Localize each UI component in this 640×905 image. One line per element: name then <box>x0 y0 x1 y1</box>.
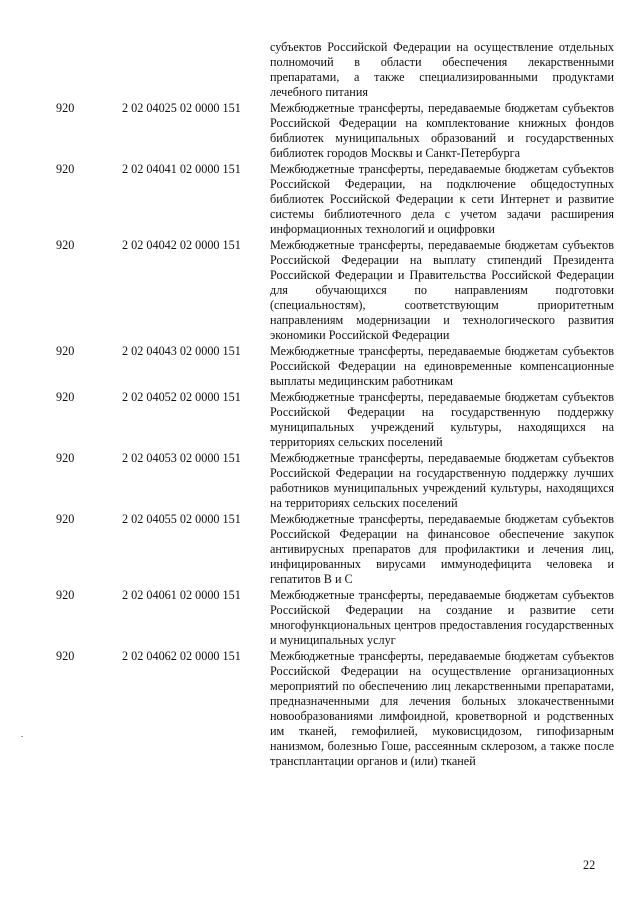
table-row <box>0 649 640 769</box>
row-name: Межбюджетные трансферты, передаваемые бюджетам субъектов Российской Федерации на осуществление организационных мероприятий по обеспечению лиц лекарственными препаратами, предназначенными для лечения больных злокачественными новообразованиями лимфоидной, кроветворной и родственных им тканей, гемофилией, муковисцидозом, гипофизарным нанизмом, болезнью Гоше, рассеянным склерозом, а также после трансплантации органов и (или) тканей <box>270 649 614 768</box>
table-row <box>0 344 640 389</box>
row-name: Межбюджетные трансферты, передаваемые бюджетам субъектов Российской Федерации, на подключение общедоступных библиотек Российской Федерации к сети Интернет и развитие системы библиотечного дела с учетом задачи расширения информационных технологий и оцифровки <box>270 162 614 236</box>
row-budget-code: 2 02 04062 02 0000 151 <box>122 649 241 663</box>
row-name: Межбюджетные трансферты, передаваемые бюджетам субъектов Российской Федерации на единовременные компенсационные выплаты медицинским работникам <box>270 344 614 388</box>
row-budget-code: 2 02 04061 02 0000 151 <box>122 588 241 602</box>
row-budget-code: 2 02 04055 02 0000 151 <box>122 512 241 526</box>
row-budget-code: 2 02 04025 02 0000 151 <box>122 101 241 115</box>
revenue-code-table <box>0 40 640 770</box>
row-admin-code: 920 <box>56 649 75 663</box>
row-name: Межбюджетные трансферты, передаваемые бюджетам субъектов Российской Федерации на государственную поддержку муниципальных учреждений культуры, находящихся на территориях сельских поселений <box>270 390 614 449</box>
row-name: Межбюджетные трансферты, передаваемые бюджетам субъектов Российской Федерации на выплату стипендий Президента Российской Федерации и Правительства Российской Федерации для обучающихся по направлениям подготовки (специальностям), соответствующим приоритетным направлениям модернизации и технологического развития экономики Российской Федерации <box>270 238 614 342</box>
row-budget-code: 2 02 04041 02 0000 151 <box>122 162 241 176</box>
row-admin-code: 920 <box>56 101 75 115</box>
table-row <box>0 451 640 511</box>
page-number: 22 <box>583 858 596 872</box>
row-budget-code: 2 02 04052 02 0000 151 <box>122 390 241 404</box>
row-budget-code: 2 02 04042 02 0000 151 <box>122 238 241 252</box>
continuation-row <box>0 40 640 100</box>
row-admin-code: 920 <box>56 390 75 404</box>
row-name: субъектов Российской Федерации на осуществление отдельных полномочий в области обеспечения лекарственными препаратами, а также специализированными продуктами лечебного питания <box>270 40 614 99</box>
row-admin-code: 920 <box>56 512 75 526</box>
row-admin-code: 920 <box>56 238 75 252</box>
row-name: Межбюджетные трансферты, передаваемые бюджетам субъектов Российской Федерации на комплектование книжных фондов библиотек муниципальных образований и государственных библиотек городов Москвы и Санкт-Петербурга <box>270 101 614 160</box>
scan-speck <box>21 736 23 737</box>
row-budget-code: 2 02 04043 02 0000 151 <box>122 344 241 358</box>
row-admin-code: 920 <box>56 451 75 465</box>
table-row <box>0 238 640 343</box>
row-name: Межбюджетные трансферты, передаваемые бюджетам субъектов Российской Федерации на создание и развитие сети многофункциональных центров предоставления государственных и муниципальных услуг <box>270 588 614 647</box>
row-name: Межбюджетные трансферты, передаваемые бюджетам субъектов Российской Федерации на финансовое обеспечение закупок антивирусных препаратов для профилактики и лечения лиц, инфицированных вирусами иммунодефицита человека и гепатитов B и C <box>270 512 614 586</box>
table-row <box>0 588 640 648</box>
table-row <box>0 101 640 161</box>
row-admin-code: 920 <box>56 588 75 602</box>
row-admin-code: 920 <box>56 344 75 358</box>
row-budget-code: 2 02 04053 02 0000 151 <box>122 451 241 465</box>
row-name: Межбюджетные трансферты, передаваемые бюджетам субъектов Российской Федерации на государственную поддержку лучших работников муниципальных учреждений культуры, находящихся на территориях сельских поселений <box>270 451 614 510</box>
table-row <box>0 390 640 450</box>
table-row <box>0 512 640 587</box>
row-admin-code: 920 <box>56 162 75 176</box>
table-row <box>0 162 640 237</box>
